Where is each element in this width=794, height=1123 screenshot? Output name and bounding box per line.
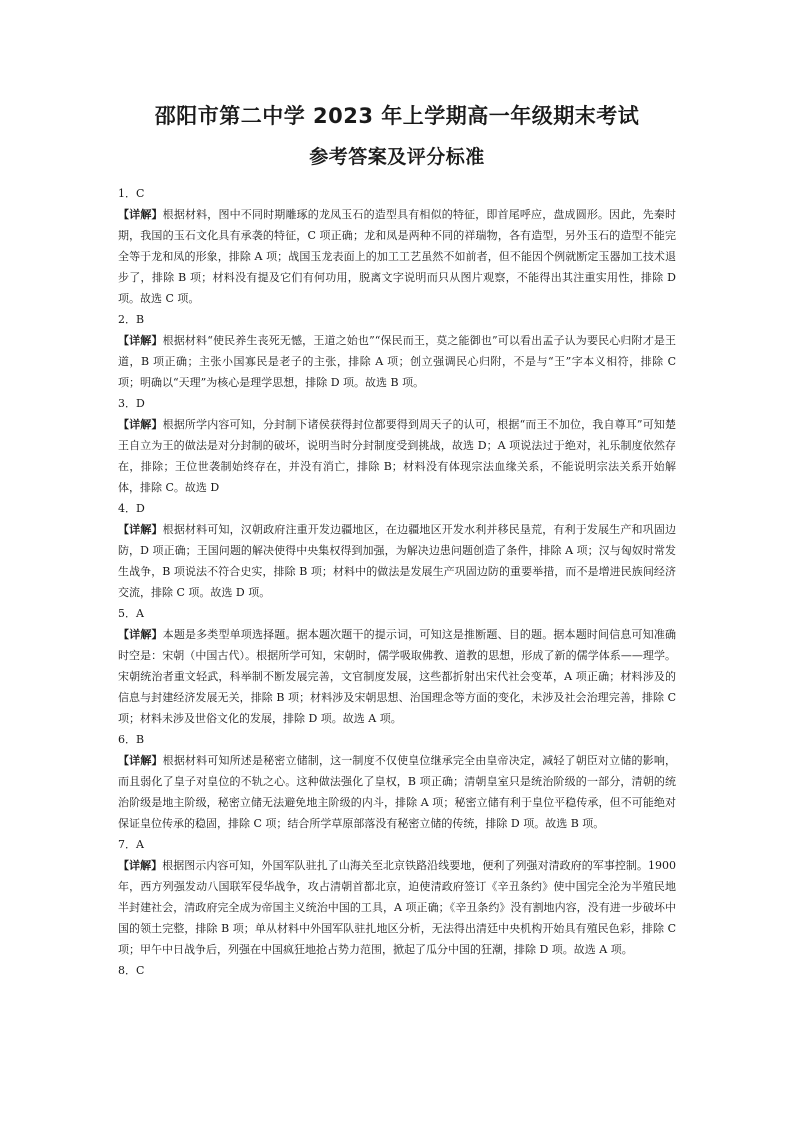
answer-explanation bbox=[118, 624, 676, 729]
explanation-text: 根据材料，图中不同时期雕琢的龙凤玉石的造型具有相似的特征，即首尾呼应，盘成圆形。因此，先秦时期，我国的玉石文化具有承袭的特征，C 项正确；龙和凤是两种不同的祥瑞物，各有造型，另外玉石的造型不能完全等于龙和凤的形象，排除 A 项；战国玉龙表面上的加工工艺虽然不如前者，但不能因个例就断定玉器加工技术退步了，排除 B 项；材料没有提及它们有何功用，脱离文字说明而只从图片观察，不能得出其注重实用性，排除 D 项。故选 C 项。 bbox=[118, 208, 676, 305]
answer-explanation bbox=[118, 414, 676, 498]
question-number: 3．D bbox=[118, 397, 145, 410]
detail-tag: 【详解】 bbox=[118, 628, 163, 641]
question-number: 2．B bbox=[118, 313, 145, 326]
explanation-text: 根据图示内容可知，外国军队驻扎了山海关至北京铁路沿线要地，便利了列强对清政府的军事控制。1900 年，西方列强发动八国联军侵华战争，攻占清朝首都北京，迫使清政府签订《辛丑条约》使中国完全沦为半殖民地半封建社会，清政府完全成为帝国主义统治中国的工具，A 项正确；《辛丑条约》没有割地内容，没有进一步破坏中国的领土完整，排除 B 项；单从材料中外国军队驻扎地区分析，无法得出清廷中央机构开始具有殖民色彩，排除 C 项；甲午中日战争后，列强在中国疯狂地抢占势力范围，掀起了瓜分中国的狂潮，排除 D 项。故选 A 项。 bbox=[118, 859, 676, 956]
explanation-text: 本题是多类型单项选择题。据本题次题干的提示词，可知这是推断题、目的题。据本题时间信息可知准确时空是：宋朝（中国古代）。根据所学可知，宋朝时，儒学吸取佛教、道教的思想，形成了新的儒学体系——理学。宋朝统治者重文轻武，科举制不断发展完善，文官制度发展，这些都折射出宋代社会变革，A 项正确；材料涉及的信息与封建经济发展无关，排除 B 项；材料涉及宋朝思想、治国理念等方面的变化，未涉及社会治理完善，排除 C 项；材料未涉及世俗文化的发展，排除 D 项。故选 A 项。 bbox=[118, 628, 676, 725]
detail-tag: 【详解】 bbox=[118, 208, 163, 221]
detail-tag: 【详解】 bbox=[118, 334, 163, 347]
answer-explanation bbox=[118, 750, 676, 834]
detail-tag: 【详解】 bbox=[118, 418, 163, 431]
answer-explanation bbox=[118, 330, 676, 393]
answer-explanation bbox=[118, 204, 676, 309]
detail-tag: 【详解】 bbox=[118, 523, 163, 536]
answer-list bbox=[118, 183, 676, 981]
question-number: 1．C bbox=[118, 187, 145, 200]
detail-tag: 【详解】 bbox=[118, 754, 163, 767]
question-number: 6．B bbox=[118, 733, 145, 746]
explanation-text: 根据所学内容可知，分封制下诸侯获得封位都要得到周天子的认可，根据“而王不加位，我自尊耳”可知楚王自立为王的做法是对分封制的破坏，说明当时分封制度受到挑战，故选 D；A 项说法过于绝对，礼乐制度依然存在，排除；王位世袭制始终存在，并没有消亡，排除 B；材料没有体现宗法血缘关系，不能说明宗法关系开始解体，排除 C。故选 D bbox=[118, 418, 676, 494]
explanation-text: 根据材料可知，汉朝政府注重开发边疆地区，在边疆地区开发水利并移民垦荒，有利于发展生产和巩固边防，D 项正确；王国问题的解决使得中央集权得到加强，为解决边患问题创造了条件，排除 A 项；汉与匈奴时常发生战争，B 项说法不符合史实，排除 B 项；材料中的做法是发展生产巩固边防的重要举措，而不是增进民族间经济交流，排除 C 项。故选 D 项。 bbox=[118, 523, 676, 599]
explanation-text: 根据材料可知所述是秘密立储制，这一制度不仅使皇位继承完全由皇帝决定，减轻了朝臣对立储的影响，而且弱化了皇子对皇位的不轨之心。这种做法强化了皇权，B 项正确；清朝皇室只是统治阶级的一部分，清朝的统治阶级是地主阶级，秘密立储无法避免地主阶级的内斗，排除 A 项；秘密立储有利于皇位平稳传承，但不可能绝对保证皇位传承的稳固，排除 C 项；结合所学草原部落没有秘密立储的传统，排除 D 项。故选 B 项。 bbox=[118, 754, 676, 830]
explanation-text: 根据材料“使民养生丧死无憾，王道之始也”“保民而王，莫之能御也”可以看出孟子认为要民心归附才是王道，B 项正确；主张小国寡民是老子的主张，排除 A 项；创立强调民心归附，不是与“王”字本义相符，排除 C 项；明确以“天理”为核心是理学思想，排除 D 项。故选 B 项。 bbox=[118, 334, 677, 389]
answer-explanation bbox=[118, 519, 676, 603]
answer-explanation bbox=[118, 855, 676, 960]
question-number: 7．A bbox=[118, 838, 144, 851]
detail-tag: 【详解】 bbox=[118, 859, 163, 872]
question-number: 4．D bbox=[118, 502, 145, 515]
page-title: 邵阳市第二中学 2023 年上学期高一年级期末考试 bbox=[154, 104, 640, 128]
page-subtitle: 参考答案及评分标准 bbox=[309, 146, 485, 168]
question-number: 5．A bbox=[118, 607, 144, 620]
question-number: 8．C bbox=[118, 964, 145, 977]
